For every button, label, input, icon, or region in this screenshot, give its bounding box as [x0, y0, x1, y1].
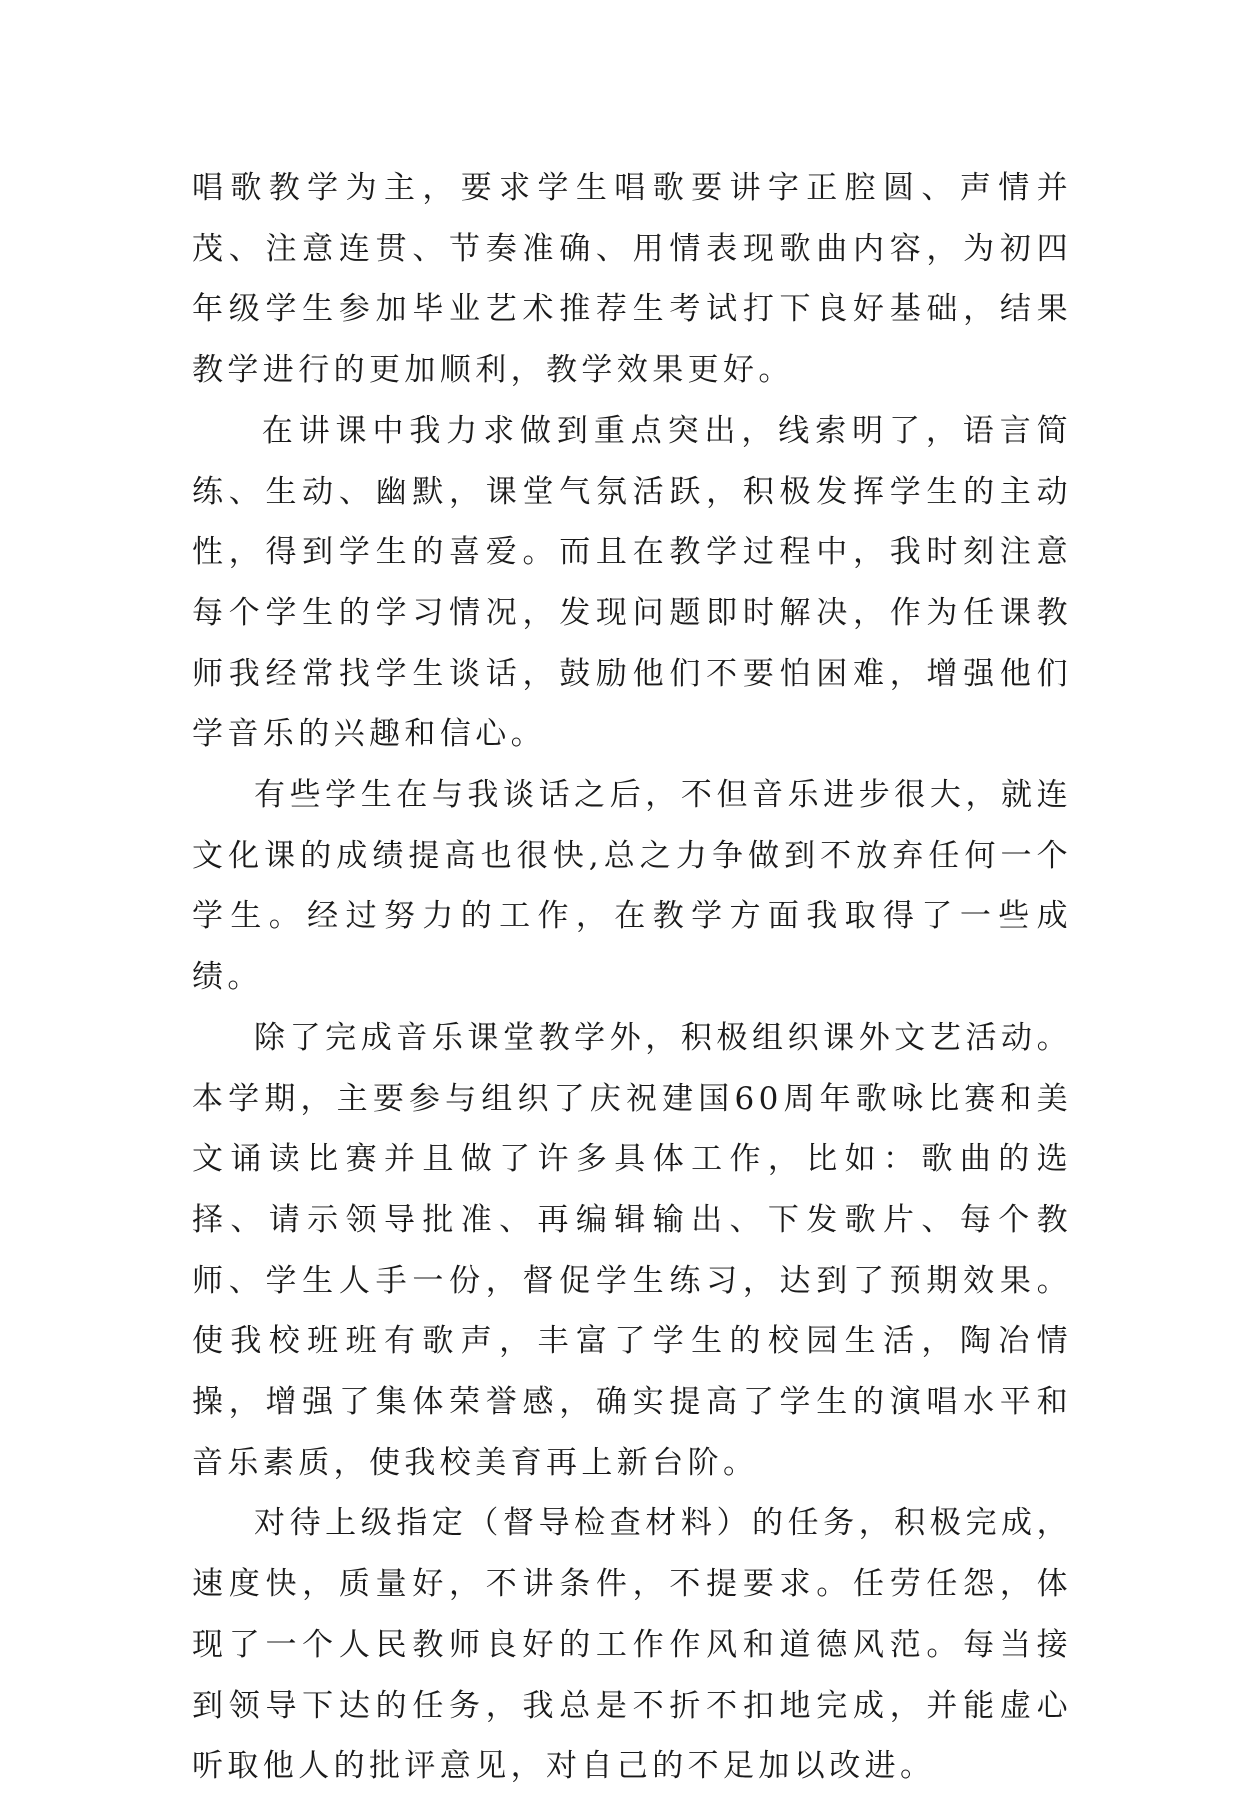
paragraph-extracurricular: 除了完成音乐课堂教学外，积极组织课外文艺活动。本学期，主要参与组织了庆祝建国60周年歌咏比赛和美文诵读比赛并且做了许多具体工作，比如：歌曲的选择、请示领导批准、再编辑输出、下发歌片、每个教师、学生人手一份，督促学生练习，达到了预期效果。使我校班班有歌声，丰富了学生的校园生活，陶冶情操，增强了集体荣誉感，确实提高了学生的演唱水平和音乐素质，使我校美育再上新台阶。 — [192, 1019, 1072, 1481]
paragraph-student-progress: 有些学生在与我谈话之后，不但音乐进步很大，就连文化课的成绩提高也很快,总之力争做到不放弃任何一个学生。经过努力的工作，在教学方面我取得了一些成绩。 — [192, 777, 1072, 996]
document-body — [192, 158, 1072, 1797]
paragraph-assigned-tasks: 对待上级指定（督导检查材料）的任务，积极完成，速度快，质量好，不讲条件，不提要求。任劳任怨，体现了一个人民教师良好的工作作风和道德风范。每当接到领导下达的任务，我总是不折不扣地完成，并能虚心听取他人的批评意见，对自己的不足加以改进。 — [192, 1505, 1072, 1785]
paragraph-continued: 唱歌教学为主，要求学生唱歌要讲字正腔圆、声情并茂、注意连贯、节奏准确、用情表现歌曲内容，为初四年级学生参加毕业艺术推荐生考试打下良好基础，结果教学进行的更加顺利，教学效果更好。 — [192, 170, 1072, 389]
paragraph-lecture-approach: 在讲课中我力求做到重点突出，线索明了，语言简练、生动、幽默，课堂气氛活跃，积极发挥学生的主动性，得到学生的喜爱。而且在教学过程中，我时刻注意每个学生的学习情况，发现问题即时解决，作为任课教师我经常找学生谈话，鼓励他们不要怕困难，增强他们学音乐的兴趣和信心。 — [192, 412, 1072, 753]
